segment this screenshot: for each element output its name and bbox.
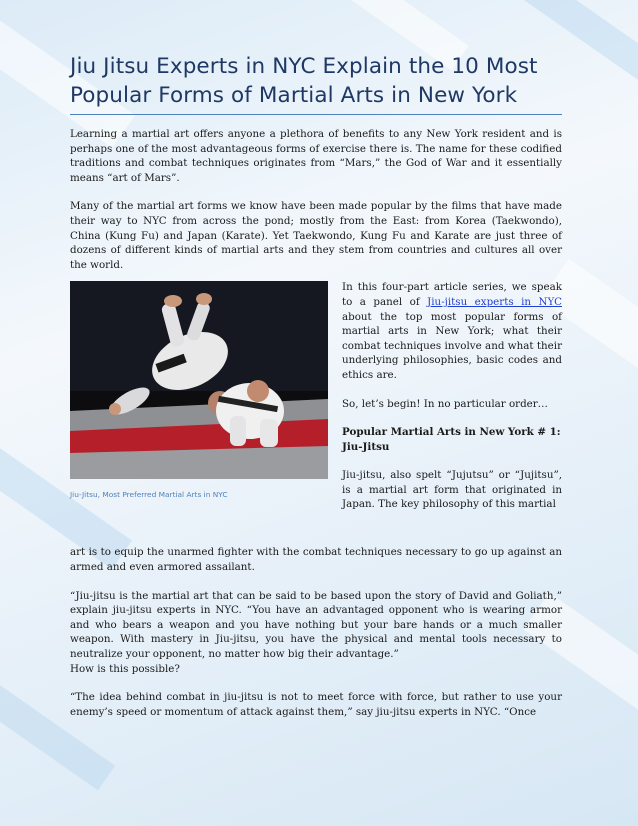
begin-line: So, let’s begin! In no particular order… [342, 397, 548, 410]
photo-caption: Jiu-Jitsu, Most Preferred Martial Arts in NYC [70, 490, 228, 500]
intro-paragraph-2: Many of the martial art forms we know have been made popular by the films that have made their way to NYC from across the pond; mostly from the East: from Korea (Taekwondo), China (Kung Fu) and Japan (Karate). Yet Taekwondo, Kung Fu and Karate are just three of dozens of different kinds of martial arts and they stem from countries and cultures all over the world. [70, 200, 562, 271]
page-title: Jiu Jitsu Experts in NYC Explain the 10 Most Popular Forms of Martial Arts in New York [70, 54, 538, 108]
series-intro [342, 280, 562, 382]
section-heading-jiu-jitsu: Popular Martial Arts in New York # 1: Jiu-Jitsu [342, 426, 561, 453]
jiu-jitsu-intro: Jiu-jitsu, also spelt “Jujutsu” or “Jujitsu”, is a martial art form that originated in Japan. The key philosophy of this martial [342, 469, 562, 511]
right-column [342, 280, 562, 512]
image-text-wrap [70, 280, 562, 545]
document-page [70, 52, 562, 719]
jiu-jitsu-experts-link[interactable]: Jiu-jitsu experts in NYC [427, 295, 562, 308]
question-line: How is this possible? [70, 662, 180, 675]
expert-quote-2: “The idea behind combat in jiu-jitsu is not to meet force with force, but rather to use your enemy’s speed or momentum of attack against them,” say jiu-jitsu experts in NYC. “Once [70, 691, 562, 718]
series-text-after: about the top most popular forms of martial arts in New York; what their combat techniques involve and what their underlying philosophies, basic codes and ethics are. [342, 310, 562, 381]
series-text-before: In this four-part article series, we speak to a panel of [342, 281, 562, 308]
expert-quote-1: “Jiu-jitsu is the martial art that can be said to be based upon the story of David and Goliath,” explain jiu-jitsu experts in NYC. “You have an advantaged opponent who is wearing armor and who bears a weapon and you have nothing but your bare hands or a much smaller weapon. With mastery in Jiu-jitsu, you have the physical and mental tools necessary to neutralize your opponent, no matter how big their advantage.” [70, 589, 562, 660]
intro-paragraph-1: Learning a martial art offers anyone a plethora of benefits to any New York resident and is perhaps one of the most advantageous forms of exercise there is. The name for these codified traditions and combat techniques originates from “Mars,” the God of War and it essentially means “art of Mars”. [70, 128, 562, 184]
jiu-jitsu-intro-continued: art is to equip the unarmed fighter with the combat techniques necessary to go up against an armed and even armored assailant. [70, 546, 562, 573]
judo-throw-photo [70, 281, 328, 479]
title-rule [70, 114, 562, 115]
